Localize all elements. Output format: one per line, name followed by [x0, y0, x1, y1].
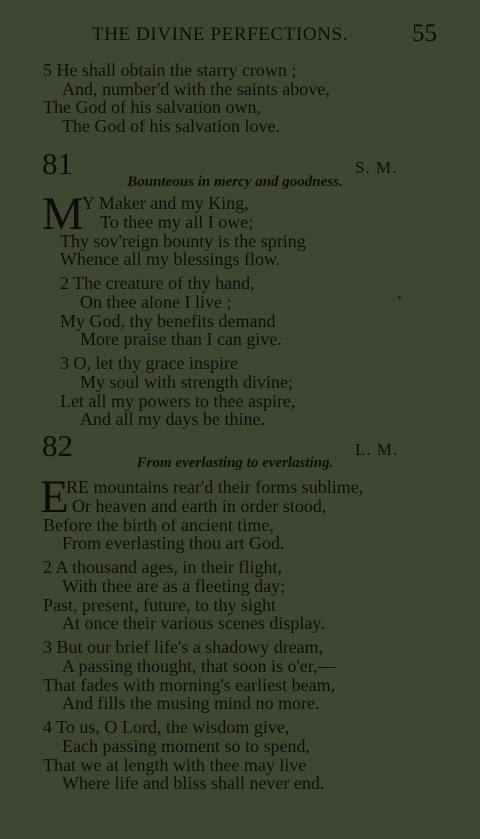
verse-line: RE mountains rear'd their forms sublime,	[66, 477, 364, 497]
verse-line: Thy sov'reign bounty is the spring	[60, 231, 306, 251]
verse-line: Past, present, future, to thy sight	[43, 595, 276, 615]
hymn-number: 81	[42, 146, 73, 181]
verse-line: Each passing moment so to spend,	[62, 736, 310, 756]
verse-line: That fades with morning's earliest beam,	[43, 675, 336, 695]
verse-line: On thee alone I live ;	[80, 292, 232, 312]
verse-line: 3 O, let thy grace inspire	[60, 353, 238, 373]
verse-line: To thee my all I owe;	[100, 212, 254, 232]
drop-cap: M	[42, 188, 84, 240]
verse-line: A passing thought, that soon is o'er,—	[62, 656, 336, 676]
page-header	[0, 20, 480, 50]
verse-line: 2 A thousand ages, in their flight,	[43, 557, 282, 577]
verse-line: More praise than I can give.	[80, 329, 282, 349]
verse-line: With thee are as a fleeting day;	[62, 576, 286, 596]
verse-line: My God, thy benefits demand	[60, 311, 276, 331]
verse-line: Y Maker and my King,	[82, 193, 249, 213]
verse-line: Where life and bliss shall never end.	[62, 773, 325, 793]
hymn-meter: L. M.	[355, 440, 399, 459]
verse-line: 3 But our brief life's a shadowy dream,	[43, 637, 324, 657]
verse-line: 5 He shall obtain the starry crown ;	[43, 60, 297, 80]
verse-line: That we at length with thee may live	[43, 755, 307, 775]
verse-line: And all my days be thine.	[80, 409, 265, 429]
hymn-subtitle: Bounteous in mercy and goodness.	[127, 174, 343, 190]
verse-line: Before the birth of ancient time,	[43, 515, 274, 535]
page-number: 55	[412, 20, 437, 47]
verse-line: And fills the musing mind no more.	[62, 693, 320, 713]
verse-line: Let all my powers to thee aspire,	[60, 391, 296, 411]
hymn-number: 82	[42, 428, 73, 463]
verse-line: 4 To us, O Lord, the wisdom give,	[43, 717, 290, 737]
ink-speck	[398, 296, 401, 299]
hymn-meter: S. M.	[355, 158, 398, 177]
verse-line: And, number'd with the saints above,	[62, 79, 330, 99]
verse-line: At once their various scenes display.	[62, 613, 325, 633]
verse-line: 2 The creature of thy hand,	[60, 273, 255, 293]
verse-line: From everlasting thou art God.	[62, 533, 285, 553]
verse-line: The God of his salvation own,	[43, 97, 261, 117]
hymn-subtitle: From everlasting to everlasting.	[136, 455, 334, 471]
verse-line: Whence all my blessings flow.	[60, 249, 281, 269]
verse-line: Or heaven and earth in order stood,	[72, 496, 327, 516]
drop-cap: E	[40, 471, 69, 523]
verse-line: My soul with strength divine;	[80, 372, 293, 392]
running-title: THE DIVINE PERFECTIONS.	[92, 24, 349, 45]
verse-line: The God of his salvation love.	[62, 116, 280, 136]
